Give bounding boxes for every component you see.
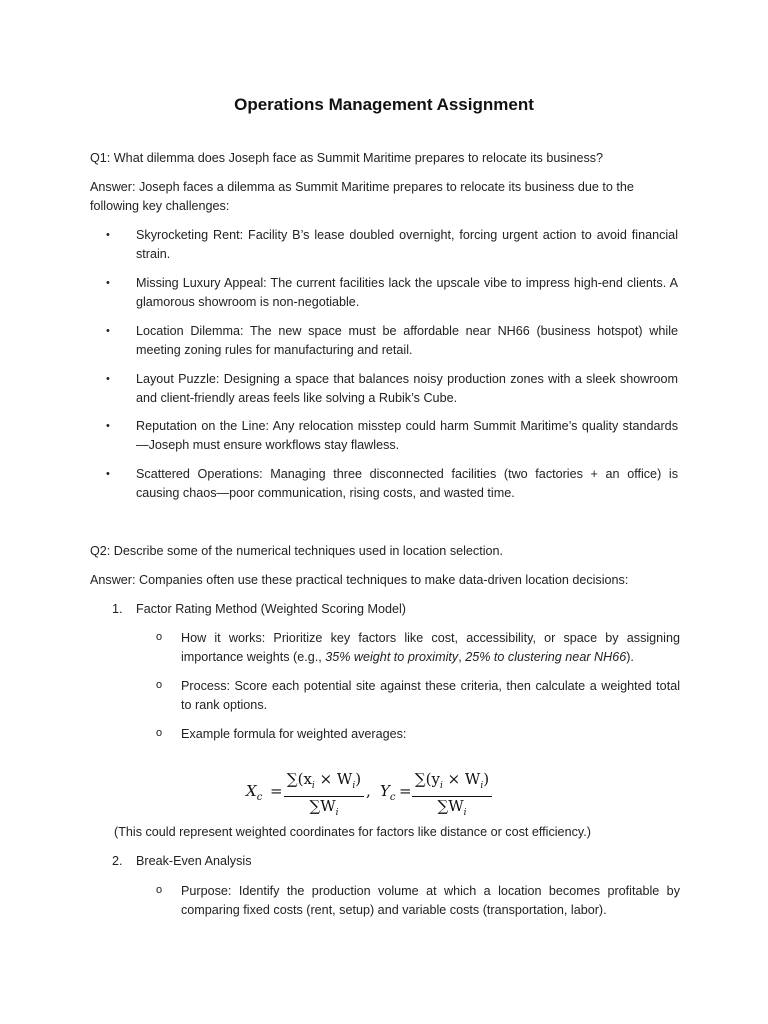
formula-symbol: Y (380, 782, 390, 800)
yc-equals: = (399, 782, 412, 800)
sub-bullet-marker: o (156, 679, 163, 691)
list-item-label: Break-Even Analysis (136, 854, 252, 868)
q2-question: Q2: Describe some of the numerical techniques used in location selection. (90, 544, 504, 558)
bullet-text: Skyrocketing Rent: Facility B’s lease doubled overnight, forcing urgent action to avoid financial strain. (136, 228, 678, 261)
q1-answer: Answer: Joseph faces a dilemma as Summit Maritime prepares to relocate its business due to the following key challenges: (90, 180, 634, 213)
q2-answer: Answer: Companies often use these practical techniques to make data-driven location decisions: (90, 573, 629, 587)
formula-subscript: i (352, 781, 356, 791)
xc-numerator (284, 770, 364, 796)
yc-lhs (380, 782, 396, 808)
formula-note: (This could represent weighted coordinates for factors like distance or cost efficiency.) (114, 825, 591, 839)
list-item-label: Factor Rating Method (Weighted Scoring Model) (136, 602, 406, 616)
formula-text: ∑W (309, 796, 336, 815)
document-title: Operations Management Assignment (234, 95, 534, 114)
sub-item-text: Example formula for weighted averages: (181, 727, 407, 741)
formula-subscript: i (480, 781, 484, 791)
q1-question: Q1: What dilemma does Joseph face as Summit Maritime prepares to relocate its business? (90, 151, 604, 165)
bullet-text: Missing Luxury Appeal: The current facilities lack the upscale vibe to impress high-end clients. A glamorous showroom is non-negotiable. (136, 276, 678, 309)
bullet-marker: • (106, 468, 110, 480)
sub-item-text: Purpose: Identify the production volume at which a location becomes profitable by comparing fixed costs (rent, setup) and variable costs (transportation, labor). (181, 884, 680, 917)
weighted-average-formula (246, 770, 496, 818)
formula-text: ) (483, 770, 490, 788)
yc-fraction (412, 770, 492, 822)
formula-text: ∑(x (286, 770, 312, 788)
formula-subscript: i (311, 781, 315, 791)
sub-bullet-marker: o (156, 884, 163, 896)
sub-bullet-marker: o (156, 631, 163, 643)
formula-subscript: i (439, 781, 443, 791)
sub-item-text-part: ). (626, 649, 634, 664)
xc-fraction (284, 770, 364, 822)
formula-text: ) (355, 770, 362, 788)
yc-numerator (412, 770, 492, 796)
xc-lhs (246, 782, 262, 808)
bullet-text: Location Dilemma: The new space must be affordable near NH66 (business hotspot) while meeting zoning rules for manufacturing and retail. (136, 324, 678, 357)
list-number: 2. (112, 854, 123, 868)
formula-subscript: i (335, 807, 339, 818)
bullet-marker: • (106, 420, 110, 432)
sub-bullet-marker: o (156, 727, 163, 739)
list-number: 1. (112, 602, 123, 616)
formula-subscript: c (389, 792, 396, 803)
bullet-marker: • (106, 277, 110, 289)
sub-item-text: Process: Score each potential site against these criteria, then calculate a weighted total to rank options. (181, 679, 680, 712)
sub-item-text-part: How it works: Prioritize key factors like cost, accessibility, or space by assigning importance weights (e.g., (181, 631, 680, 664)
formula-text: ∑W (437, 796, 464, 815)
emphasis-text: 35% weight to proximity (325, 649, 459, 664)
bullet-marker: • (106, 325, 110, 337)
formula-text: × W (442, 770, 481, 788)
formula-text: × W (314, 770, 353, 788)
emphasis-text: 25% to clustering near NH66 (465, 649, 627, 664)
formula-comma: , (366, 782, 371, 800)
xc-equals: = (270, 782, 283, 800)
bullet-text: Scattered Operations: Managing three disconnected facilities (two factories + an office) is causing chaos—poor communication, rising costs, and wasted time. (136, 467, 678, 500)
formula-text: ∑(y (414, 770, 440, 788)
bullet-marker: • (106, 229, 110, 241)
bullet-marker: • (106, 373, 110, 385)
sub-item-text (181, 629, 680, 666)
xc-denominator (284, 796, 364, 823)
formula-subscript: i (463, 807, 467, 818)
yc-denominator (412, 796, 492, 823)
bullet-text: Layout Puzzle: Designing a space that balances noisy production zones with a sleek showroom and client-friendly areas feels like solving a Rubik’s Cube. (136, 372, 678, 405)
bullet-text: Reputation on the Line: Any relocation misstep could harm Summit Maritime’s quality standards—Joseph must ensure workflows stay flawless. (136, 419, 678, 452)
formula-symbol: X (246, 782, 257, 800)
formula-subscript: c (256, 792, 263, 803)
sub-item-text-part: , (458, 649, 466, 664)
